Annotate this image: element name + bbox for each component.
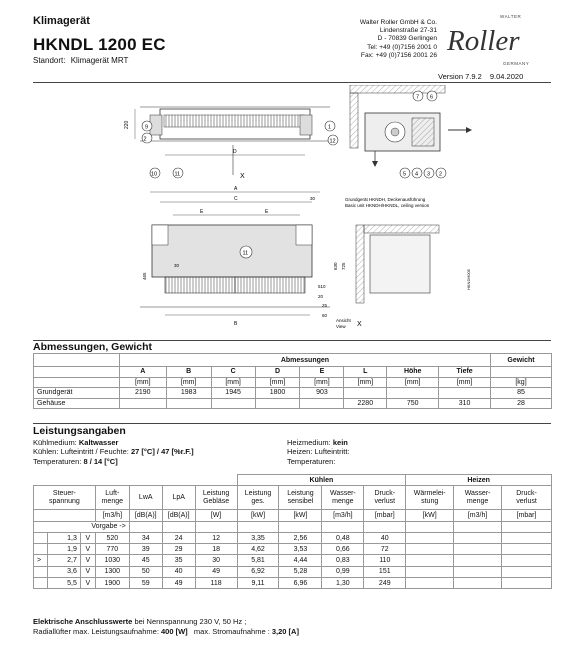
callout-4: 4 (415, 171, 419, 178)
fan-current-value: 3,20 [A] (271, 627, 299, 636)
drawing-caption-en: Basic unit HKNDH/HKNDL, ceiling version (345, 203, 430, 208)
dim-20: 20 (318, 294, 324, 299)
dim-col-hoehe: Höhe (387, 367, 439, 378)
perf-cell (406, 532, 454, 543)
callout-12: 12 (329, 138, 336, 145)
company-city: D - 70839 Gerlingen (377, 35, 437, 43)
callout-3: 3 (427, 171, 431, 178)
table-row (34, 532, 552, 543)
perf-cell: V (80, 532, 95, 543)
drawing-caption-de: Grundgerät HKNDH, Deckenausführung (345, 197, 426, 202)
dim-cell: 2280 (344, 398, 387, 409)
perf-cell (406, 566, 454, 577)
perf-cell: 39 (129, 544, 162, 555)
technical-drawing (0, 85, 565, 335)
perf-cell: 0,66 (322, 544, 364, 555)
col-label: Leistung Gebläse (202, 489, 230, 505)
company-fax: Fax: +49 (0)7156 2001 26 (360, 51, 437, 59)
perf-unit: [mbar] (502, 510, 552, 521)
perf-unit: [dB(A)] (162, 510, 195, 521)
location-value: Klimagerät MRT (70, 56, 129, 65)
perf-cell: 1,30 (322, 578, 364, 589)
dim-cell: 1800 (255, 388, 300, 399)
info-label: Kühlmedium: (33, 438, 79, 447)
perf-cell: 118 (195, 578, 237, 589)
perf-cell: 0,83 (322, 555, 364, 566)
dim-cell: 1945 (211, 388, 255, 399)
perf-cell: 5,81 (237, 555, 279, 566)
control-voltage: 5,5 (47, 578, 80, 589)
fan-power-value: 400 [W] (161, 627, 188, 636)
selected-marker (34, 566, 48, 577)
col-label: Druck- verlust (516, 489, 537, 505)
table-row (34, 578, 552, 589)
performance-title: Leistungsangaben (33, 425, 126, 437)
control-voltage: 1,9 (47, 544, 80, 555)
dimensions-title: Abmessungen, Gewicht (33, 341, 153, 353)
version-date: 9.04.2020 (489, 72, 524, 81)
dim-weight-header: Gewicht (491, 354, 552, 367)
company-tel: Tel: +49 (0)7156 2001 0 (367, 43, 437, 51)
perf-cell: 6,96 (279, 578, 322, 589)
col-label: Luft- menge (101, 489, 123, 505)
perf-cell (406, 578, 454, 589)
electrical-info (33, 617, 299, 637)
col-leistung-geblaese (195, 486, 237, 510)
perf-cell (502, 555, 552, 566)
perf-cell: V (80, 555, 95, 566)
view-x-top: X (240, 173, 245, 180)
control-voltage: 1,3 (47, 532, 80, 543)
perf-cell: 1030 (95, 555, 129, 566)
side-profile (356, 225, 439, 303)
dim-unit: [mm] (211, 377, 255, 388)
perf-cell: 30 (195, 555, 237, 566)
col-wassermenge-k (322, 486, 364, 510)
model-title: HKNDL 1200 EC (33, 35, 166, 54)
info-label: Temperaturen: (33, 456, 84, 466)
col-lwa (129, 486, 162, 510)
dim-cell: 2190 (119, 388, 166, 399)
dim-a: A (234, 186, 238, 192)
dim-510: 510 (318, 284, 326, 289)
dim-cell: 903 (300, 388, 344, 399)
perf-cell: 0,99 (322, 566, 364, 577)
dim-30-top: 30 (310, 196, 316, 201)
dim-cell (300, 398, 344, 409)
perf-cell (502, 544, 552, 555)
callout-2: 2 (439, 171, 443, 178)
callout-2-left: 2 (143, 136, 147, 143)
logo-bottom-text: GERMANY (503, 61, 530, 66)
dim-725: 725 (341, 262, 346, 270)
perf-cell: 3,35 (237, 532, 279, 543)
callout-7: 7 (416, 94, 420, 101)
side-view (124, 107, 338, 180)
dim-30-mid: 30 (174, 263, 180, 268)
view-label-en: View (336, 324, 346, 329)
version-info (438, 72, 523, 81)
col-label: Wasser- menge (329, 489, 356, 505)
col-luftmenge (95, 486, 129, 510)
dim-col-a: A (119, 367, 166, 378)
dim-cell (387, 388, 439, 399)
dim-unit: [mm] (439, 377, 491, 388)
perf-unit: [kW] (406, 510, 454, 521)
callout-10: 10 (151, 171, 158, 178)
perf-cell: 1900 (95, 578, 129, 589)
perf-cell: 40 (364, 532, 406, 543)
dim-e-left: E (200, 209, 204, 215)
perf-cell (406, 555, 454, 566)
dim-cell (211, 398, 255, 409)
performance-rule (33, 423, 551, 424)
dim-unit: [mm] (387, 377, 439, 388)
perf-cell (502, 566, 552, 577)
dim-unit: [mm] (344, 377, 387, 388)
col-label: LpA (172, 493, 185, 501)
performance-rows (34, 532, 552, 588)
perf-cell: 4,62 (237, 544, 279, 555)
dim-col-e: E (300, 367, 344, 378)
dim-cell: 85 (491, 388, 552, 399)
heating-info (287, 438, 350, 466)
perf-cell: 0,48 (322, 532, 364, 543)
callout-11-top: 11 (174, 171, 181, 178)
col-label: LwA (138, 493, 153, 501)
info-value: 8 / 14 [°C] (83, 456, 118, 466)
callout-9: 9 (145, 124, 149, 131)
info-value: Kaltwasser (78, 438, 119, 447)
logo-top-text: WALTER (500, 14, 522, 19)
info-value: 27 [°C] / 47 [%r.F.] (130, 447, 194, 457)
dim-cell (439, 388, 491, 399)
perf-unit: [kW] (279, 510, 322, 521)
info-label: Kühlen: Lufteintritt / Feuchte: (33, 447, 131, 457)
perf-cell: 12 (195, 532, 237, 543)
col-label: Leistung sensibel (287, 489, 314, 505)
dim-col-d: D (255, 367, 300, 378)
perf-unit: [kW] (237, 510, 279, 521)
table-row (34, 555, 552, 566)
col-lpa (162, 486, 195, 510)
perf-unit: [mbar] (364, 510, 406, 521)
perf-cell: 110 (364, 555, 406, 566)
col-druckverlust-h (502, 486, 552, 510)
selected-marker (34, 544, 48, 555)
dim-unit: [mm] (255, 377, 300, 388)
perf-cell (406, 544, 454, 555)
fan-current-label: max. Stromaufnahme : (187, 627, 272, 636)
cooling-group-header: Kühlen (237, 475, 406, 486)
location (33, 56, 128, 65)
col-steuerspannung (34, 486, 96, 510)
section-view (350, 85, 472, 178)
dim-unit: [mm] (119, 377, 166, 388)
perf-cell: 40 (162, 566, 195, 577)
table-row (34, 388, 552, 399)
perf-cell: 18 (195, 544, 237, 555)
dim-unit: [kg] (491, 377, 552, 388)
perf-cell (454, 555, 502, 566)
table-row (34, 398, 552, 409)
perf-cell: 3,53 (279, 544, 322, 555)
perf-unit: [m3/h] (454, 510, 502, 521)
col-wassermenge-h (454, 486, 502, 510)
dim-cell: 310 (439, 398, 491, 409)
col-label: Wasser- menge (464, 489, 491, 505)
drawing-number: HKNDH005 (466, 269, 471, 290)
header-rule (33, 82, 551, 83)
perf-cell (454, 532, 502, 543)
perf-cell: 45 (129, 555, 162, 566)
dim-cell (344, 388, 387, 399)
perf-cell: 1300 (95, 566, 129, 577)
perf-cell: V (80, 544, 95, 555)
dim-c: C (234, 196, 238, 202)
perf-cell (502, 578, 552, 589)
dim-unit: [mm] (300, 377, 344, 388)
dim-col-l: L (344, 367, 387, 378)
performance-table (33, 474, 552, 589)
dim-630: 630 (333, 262, 338, 270)
perf-cell: 770 (95, 544, 129, 555)
dim-col-tiefe: Tiefe (439, 367, 491, 378)
table-row (34, 544, 552, 555)
view-x-front: X (357, 321, 362, 328)
info-label: Temperaturen: (287, 456, 336, 466)
dim-unit: [mm] (166, 377, 211, 388)
perf-unit: [m3/h] (95, 510, 129, 521)
info-value: kein (332, 438, 348, 447)
perf-cell: 9,11 (237, 578, 279, 589)
perf-cell: 72 (364, 544, 406, 555)
perf-cell: 49 (162, 578, 195, 589)
company-name: Walter Roller GmbH & Co. (359, 19, 437, 26)
view-label-de: Ansicht (336, 318, 351, 323)
perf-cell: 29 (162, 544, 195, 555)
col-label: Steuer- spannung (49, 489, 80, 505)
dim-group-header: Abmessungen (119, 354, 490, 367)
version-label: Version 7.9.2 (438, 72, 482, 81)
perf-cell: 249 (364, 578, 406, 589)
cooling-info (33, 438, 194, 466)
col-label: Leistung ges. (244, 489, 272, 505)
perf-unit (34, 510, 96, 521)
dim-row-label: Gehäuse (34, 398, 120, 409)
callout-6: 6 (430, 94, 434, 101)
perf-unit: [m3/h] (322, 510, 364, 521)
perf-cell: 24 (162, 532, 195, 543)
company-address (300, 19, 437, 60)
dim-465: 465 (142, 272, 147, 280)
vorgabe-label: Vorgabe -> (34, 521, 130, 532)
dimensions-table (33, 353, 552, 409)
selected-marker: > (34, 555, 48, 566)
dim-e-right: E (265, 209, 269, 215)
col-druckverlust-k (364, 486, 406, 510)
dim-col-b: B (166, 367, 211, 378)
dim-cell (119, 398, 166, 409)
dim-col-c: C (211, 367, 255, 378)
perf-cell: 5,28 (279, 566, 322, 577)
dim-header-empty (34, 354, 120, 367)
dim-cell (166, 398, 211, 409)
perf-cell: V (80, 578, 95, 589)
dim-cell: 750 (387, 398, 439, 409)
perf-cell: 6,92 (237, 566, 279, 577)
dim-row-label: Grundgerät (34, 388, 120, 399)
fan-power-label: Radiallüfter max. Leistungsaufnahme: (33, 627, 161, 636)
perf-cell: 49 (195, 566, 237, 577)
perf-cell: 35 (162, 555, 195, 566)
dim-b: B (234, 321, 238, 327)
selected-marker (34, 532, 48, 543)
perf-cell (454, 566, 502, 577)
perf-unit: [dB(A)] (129, 510, 162, 521)
electrical-title: Elektrische Anschlusswerte (33, 617, 133, 626)
perf-unit: [W] (195, 510, 237, 521)
selected-marker (34, 578, 48, 589)
perf-cell: 59 (129, 578, 162, 589)
perf-cell: 2,56 (279, 532, 322, 543)
perf-cell: 151 (364, 566, 406, 577)
logo-main-text: Roller (447, 25, 520, 57)
roller-logo (445, 14, 553, 70)
col-leistung-ges (237, 486, 279, 510)
col-waermeleistung (406, 486, 454, 510)
perf-cell (454, 544, 502, 555)
perf-cell (502, 532, 552, 543)
col-label: Wärmelei- stung (413, 489, 446, 505)
dim-220: 220 (124, 120, 130, 129)
perf-cell: 520 (95, 532, 129, 543)
category-label: Klimagerät (33, 15, 90, 27)
dim-cell (255, 398, 300, 409)
col-leistung-sensibel (279, 486, 322, 510)
info-label: Heizmedium: (287, 438, 333, 447)
electrical-rating: bei Nennspannung 230 V, 50 Hz ; (132, 617, 247, 626)
callout-1: 1 (328, 124, 332, 131)
callout-5: 5 (403, 171, 407, 178)
table-row (34, 566, 552, 577)
company-street: Lindenstraße 27-31 (379, 27, 437, 35)
perf-cell: 50 (129, 566, 162, 577)
info-label: Heizen: Lufteintritt: (287, 447, 350, 457)
control-voltage: 2,7 (47, 555, 80, 566)
dim-d-top: D (233, 149, 237, 155)
perf-cell: 4,44 (279, 555, 322, 566)
callout-11-front: 11 (242, 250, 249, 257)
dim-cell: 28 (491, 398, 552, 409)
col-label: Druck- verlust (374, 489, 396, 505)
control-voltage: 3,6 (47, 566, 80, 577)
perf-cell (454, 578, 502, 589)
dim-cell: 1983 (166, 388, 211, 399)
perf-cell: V (80, 566, 95, 577)
dim-25: 25 (322, 303, 328, 308)
heating-group-header: Heizen (406, 475, 552, 486)
perf-cell: 34 (129, 532, 162, 543)
dim-60: 60 (322, 313, 328, 318)
location-label: Standort: (33, 56, 66, 65)
